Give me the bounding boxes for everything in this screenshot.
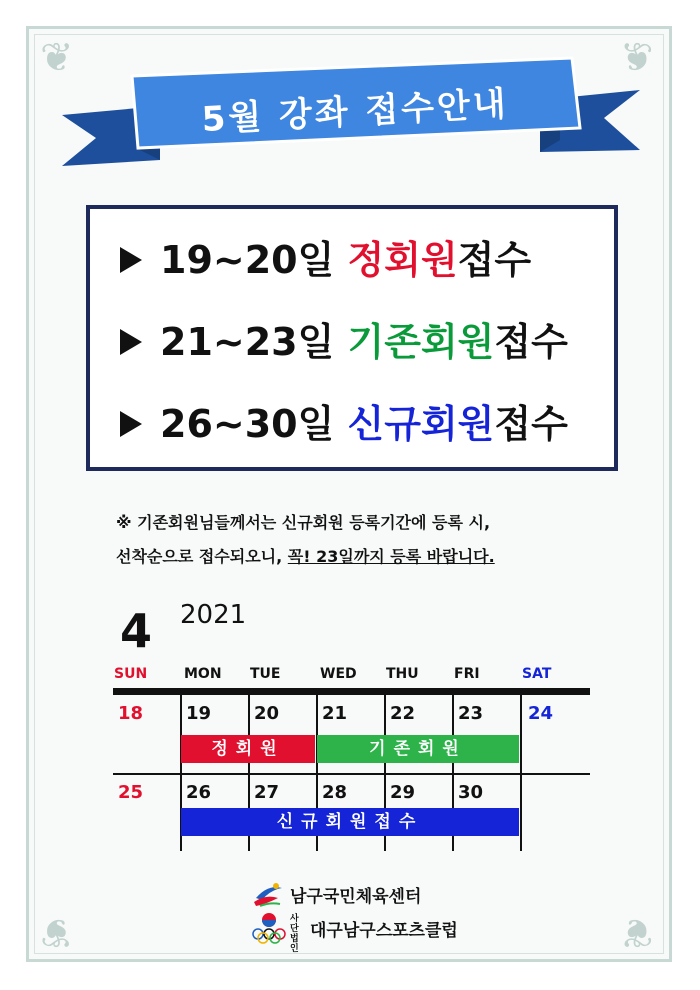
calendar-day: 30	[458, 782, 484, 803]
schedule-line-new	[120, 393, 568, 448]
grid-line	[520, 695, 522, 773]
grid-line	[113, 773, 590, 775]
calendar-day: 28	[322, 782, 348, 803]
triangle-arrow-icon	[120, 411, 142, 437]
calendar-day: 23	[458, 703, 484, 724]
weekday-fri: FRI	[454, 666, 480, 682]
weekday-mon: MON	[184, 666, 222, 682]
calendar-year: 2021	[180, 600, 247, 630]
weekday-tue: TUE	[250, 666, 281, 682]
grid-line	[520, 775, 522, 851]
calendar-month: 4	[120, 604, 153, 658]
member-type-label: 기존회원	[347, 320, 495, 364]
member-type-label: 정회원	[347, 238, 458, 282]
weekday-thu: THU	[386, 666, 419, 682]
sports-center-logo-icon	[252, 880, 284, 908]
date-range: 21~23일	[160, 320, 335, 364]
calendar-day: 18	[118, 703, 144, 724]
notice-emphasis: 꼭! 23일까지 등록 바랍니다.	[287, 547, 495, 566]
calendar-day: 19	[186, 703, 212, 724]
sports-club-name: 대구남구스포츠클럽	[310, 921, 458, 941]
triangle-arrow-icon	[120, 329, 142, 355]
schedule-box	[86, 205, 618, 471]
register-suffix: 접수	[494, 402, 568, 446]
corner-ornament-icon: ❦	[620, 35, 654, 81]
schedule-line-regular	[120, 229, 531, 284]
sports-club-logo-icon	[250, 910, 288, 944]
schedule-line-existing	[120, 311, 568, 366]
corner-ornament-icon: ❦	[40, 35, 74, 81]
existing-member-band: 기존회원	[317, 735, 519, 763]
register-suffix: 접수	[457, 238, 532, 282]
banner-title: 5월 강좌 접수안내	[200, 83, 510, 141]
weekday-sat: SAT	[522, 666, 552, 682]
corner-ornament-icon: ❦	[40, 909, 74, 955]
register-suffix: 접수	[494, 320, 568, 364]
calendar-day: 26	[186, 782, 212, 803]
calendar-day: 22	[390, 703, 416, 724]
member-type-label: 신규회원	[347, 402, 495, 446]
notice-line-2	[116, 544, 495, 567]
regular-member-band: 정회원	[181, 735, 315, 763]
calendar-day: 24	[528, 703, 554, 724]
sports-center-name: 남구국민체육센터	[290, 887, 422, 907]
notice-text: 선착순으로 접수되오니,	[116, 547, 288, 566]
new-member-band: 신규회원접수	[181, 808, 519, 836]
corner-ornament-icon: ❦	[620, 909, 654, 955]
calendar-day: 25	[118, 782, 144, 803]
weekday-sun: SUN	[114, 666, 148, 682]
calendar-day: 21	[322, 703, 348, 724]
notice-line-1: ※ 기존회원님들께서는 신규회원 등록기간에 등록 시,	[116, 513, 491, 532]
corporation-tag: 사단법인	[290, 914, 299, 954]
date-range: 26~30일	[160, 402, 335, 446]
calendar-day: 20	[254, 703, 280, 724]
date-range: 19~20일	[160, 238, 335, 282]
triangle-arrow-icon	[120, 247, 142, 273]
calendar-day: 27	[254, 782, 280, 803]
weekday-wed: WED	[320, 666, 357, 682]
calendar-header-bar	[113, 688, 590, 695]
calendar-day: 29	[390, 782, 416, 803]
